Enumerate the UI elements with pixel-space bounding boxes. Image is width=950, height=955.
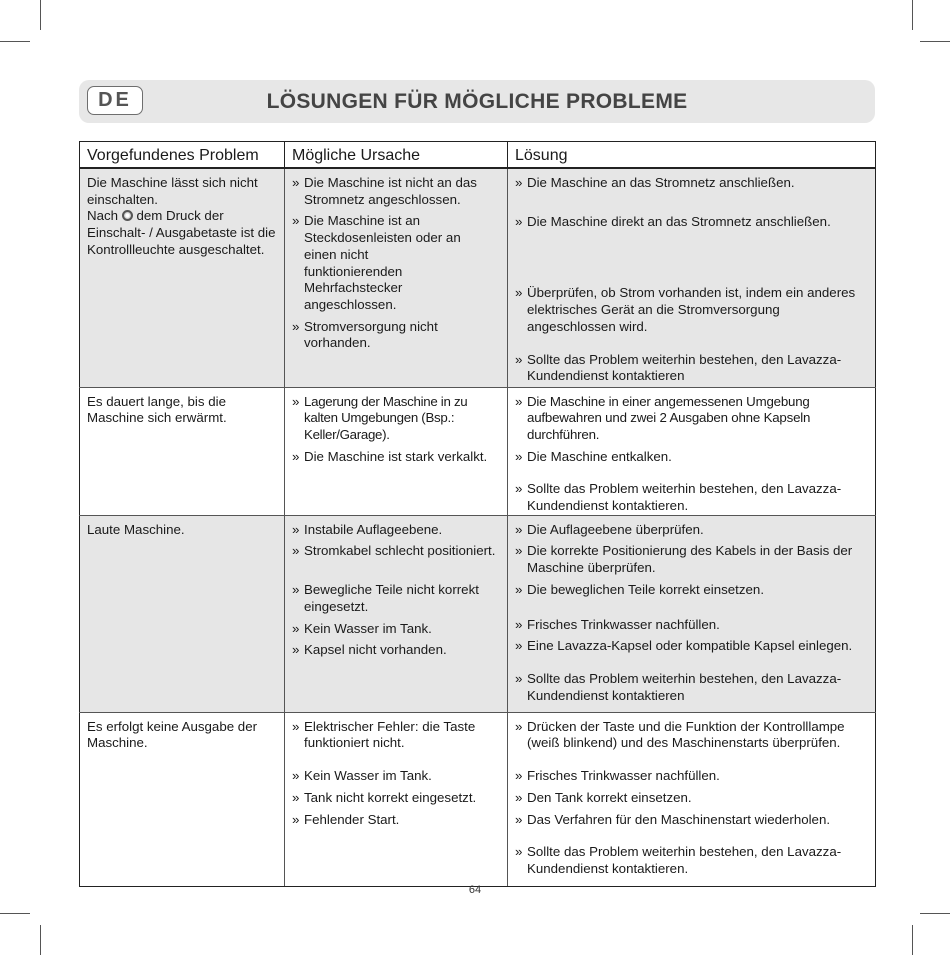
solution-item: » Den Tank korrekt einsetzen. [515, 790, 869, 807]
table-row [80, 712, 876, 886]
solution-item: » Die beweglichen Teile korrekt einsetzen. [515, 582, 869, 599]
solution-item: » Die Auflageebene überprüfen. [515, 522, 869, 539]
cause-item: » Bewegliche Teile nicht korrekt eingesetzt. [292, 582, 484, 615]
crop-mark [912, 0, 913, 30]
solution-cell [508, 168, 876, 387]
problem-text-part: Nach [87, 208, 119, 224]
page-number: 64 [468, 884, 482, 896]
troubleshooting-table [79, 141, 876, 887]
crop-mark [912, 925, 913, 955]
page-title: LÖSUNGEN FÜR MÖGLICHE PROBLEME [266, 90, 688, 113]
solution-item: » Eine Lavazza-Kapsel oder kompatible Kapsel einlegen. [515, 638, 869, 655]
solution-item: » Die Maschine direkt an das Stromnetz anschließen. [515, 214, 869, 231]
solution-item: » Frisches Trinkwasser nachfüllen. [515, 617, 869, 634]
section-header [79, 80, 875, 123]
problem-cell [80, 387, 285, 515]
language-badge: DE [87, 86, 143, 115]
crop-mark [920, 41, 950, 42]
solution-item: » Die Maschine in einer angemessenen Umgebung aufbewahren und zwei 2 Ausgaben ohne Kapseln durchführen. [515, 394, 869, 444]
cause-cell [285, 168, 508, 387]
crop-mark [920, 913, 950, 914]
cause-item: » Die Maschine ist stark verkalkt. [292, 449, 501, 466]
solution-item: » Drücken der Taste und die Funktion der Kontrolllampe (weiß blinkend) und des Maschinenstarts überprüfen. [515, 719, 867, 752]
cause-item: » Die Maschine ist nicht an das Stromnetz angeschlossen. [292, 175, 501, 208]
solution-cell [508, 515, 876, 712]
problem-text: Es dauert lange, bis die Maschine sich erwärmt. [87, 393, 227, 426]
cause-item: » Tank nicht korrekt eingesetzt. [292, 790, 501, 807]
cause-item: » Lagerung der Maschine in zu kalten Umgebungen (Bsp.: Keller/Garage). [292, 394, 501, 444]
problem-text [87, 208, 278, 258]
problem-cell [80, 515, 285, 712]
crop-mark [0, 913, 30, 914]
table-row [80, 515, 876, 712]
cause-item: » Instabile Auflageebene. [292, 522, 501, 539]
problem-cell [80, 168, 285, 387]
problem-text-part: dem Druck der Einschalt- / Ausgabetaste ist die Kontrollleuchte ausgeschaltet. [87, 208, 276, 257]
solution-item: » Überprüfen, ob Strom vorhanden ist, indem ein anderes elektrisches Gerät an die Stromversorgung angeschlossen wird. [515, 285, 857, 335]
cause-cell [285, 515, 508, 712]
cause-cell [285, 712, 508, 886]
solution-item: » Die korrekte Positionierung des Kabels in der Basis der Maschine überprüfen. [515, 543, 867, 576]
solution-cell [508, 387, 876, 515]
column-header-cause: Mögliche Ursache [285, 142, 508, 169]
cause-cell [285, 387, 508, 515]
cause-item: » Kein Wasser im Tank. [292, 621, 501, 638]
crop-mark [40, 0, 41, 30]
problem-text: Die Maschine lässt sich nicht einschalten. [87, 175, 258, 207]
table-row [80, 387, 876, 515]
cause-item: » Stromversorgung nicht vorhanden. [292, 319, 454, 352]
cause-item: » Fehlender Start. [292, 812, 501, 829]
solution-item: » Sollte das Problem weiterhin bestehen, den Lavazza-Kundendienst kontaktieren [515, 352, 857, 385]
cause-item: » Kapsel nicht vorhanden. [292, 642, 501, 659]
problem-text: Es erfolgt keine Ausgabe der Maschine. [87, 718, 258, 751]
problem-cell [80, 712, 285, 886]
problem-text: Laute Maschine. [87, 521, 185, 537]
table-row [80, 168, 876, 387]
solution-item: » Die Maschine an das Stromnetz anschließen. [515, 175, 869, 192]
crop-mark [0, 41, 30, 42]
cause-item: » Stromkabel schlecht positioniert. [292, 543, 501, 560]
solution-cell [508, 712, 876, 886]
table-header-row [80, 142, 876, 169]
solution-item: » Die Maschine entkalken. [515, 449, 869, 466]
cause-item: » Elektrischer Fehler: die Taste funktioniert nicht. [292, 719, 494, 752]
solution-item: » Das Verfahren für den Maschinenstart wiederholen. [515, 812, 869, 829]
cause-item: » Die Maschine ist an Steckdosenleisten oder an einen nicht funktionierenden Mehrfachstecker angeschlossen. [292, 213, 464, 313]
power-button-icon [122, 210, 133, 221]
solution-item: » Sollte das Problem weiterhin bestehen, den Lavazza-Kundendienst kontaktieren. [515, 481, 857, 514]
solution-item: » Frisches Trinkwasser nachfüllen. [515, 768, 869, 785]
solution-item: » Sollte das Problem weiterhin bestehen, den Lavazza-Kundendienst kontaktieren. [515, 844, 857, 877]
crop-mark [40, 925, 41, 955]
column-header-problem: Vorgefundenes Problem [80, 142, 285, 169]
solution-item: » Sollte das Problem weiterhin bestehen, den Lavazza-Kundendienst kontaktieren [515, 671, 857, 704]
cause-item: » Kein Wasser im Tank. [292, 768, 501, 785]
column-header-solution: Lösung [508, 142, 876, 169]
